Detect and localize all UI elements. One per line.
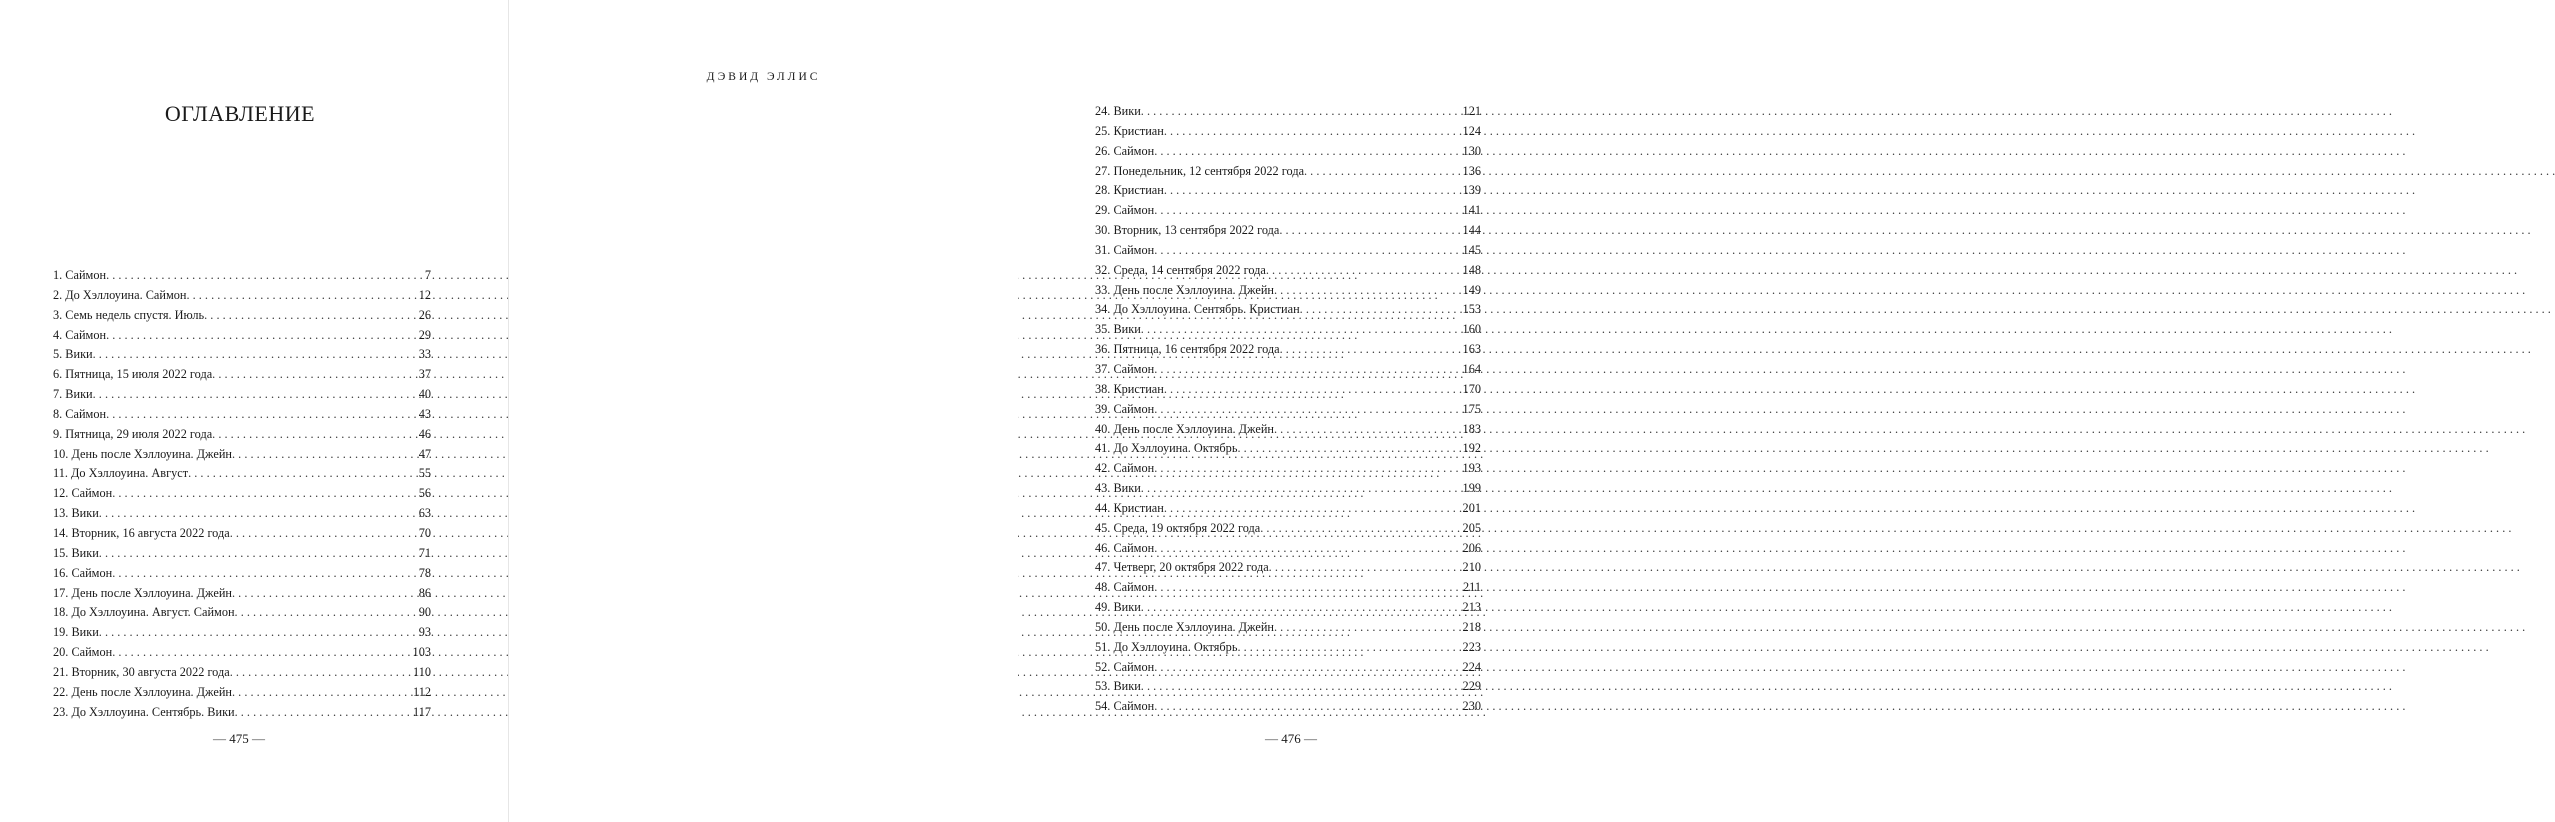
dot-leader: [1154, 243, 1461, 258]
toc-entry-page: 164: [1462, 361, 1481, 376]
toc-entry-page: 224: [1462, 659, 1481, 674]
toc-entry: [1095, 560, 1481, 580]
dot-leader: [235, 605, 418, 620]
toc-entry: [1095, 541, 1481, 561]
dot-leader: [106, 328, 418, 343]
toc-entry: [1095, 223, 1481, 243]
toc-entry-page: 211: [1463, 580, 1481, 595]
toc-entry-title: 14. Вторник, 16 августа 2022 года: [53, 525, 230, 540]
toc-entry-title: 17. День после Хэллоуина. Джейн: [53, 585, 233, 600]
dot-leader: [204, 308, 418, 323]
dot-leader: [188, 466, 418, 481]
running-head-author: ДЭВИД ЭЛЛИС: [706, 71, 821, 83]
toc-entry-page: 26: [418, 307, 431, 322]
toc-entry-title: 49. Вики: [1095, 600, 1141, 615]
toc-entry: [1095, 521, 1481, 541]
toc-entry-title: 6. Пятница, 15 июля 2022 года: [53, 367, 213, 382]
toc-entry-title: 19. Вики: [53, 625, 99, 640]
dot-leader: [1164, 183, 1462, 198]
dot-leader: [1141, 679, 1462, 694]
toc-entry-page: 229: [1462, 679, 1481, 694]
toc-entry-page: 205: [1462, 520, 1481, 535]
right-page: [509, 0, 1481, 822]
toc-entry-page: 136: [1462, 163, 1481, 178]
dot-leader: [112, 486, 418, 501]
dot-leader: [99, 506, 418, 521]
toc-entry: [1095, 104, 1481, 124]
toc-entry: [1095, 441, 1481, 461]
toc-entry-page: 145: [1462, 242, 1481, 257]
dot-leader: [1164, 501, 1462, 516]
dot-leader: [230, 526, 418, 541]
dot-leader: [1274, 620, 1462, 635]
toc-entry-page: 193: [1462, 461, 1481, 476]
dot-leader: [112, 645, 411, 660]
toc-entry-title: 23. До Хэллоуина. Сентябрь. Вики: [53, 704, 235, 719]
toc-entry-title: 42. Саймон: [1095, 461, 1155, 476]
toc-entry: [1095, 382, 1481, 402]
dot-leader: [112, 566, 418, 581]
toc-entry: [53, 705, 431, 725]
toc-entry: [53, 427, 431, 447]
toc-entry-title: 37. Саймон: [1095, 361, 1155, 376]
toc-entry-page: 47: [418, 446, 431, 461]
toc-entry-title: 11. До Хэллоуина. Август: [53, 466, 189, 481]
toc-entry-title: 48. Саймон: [1095, 580, 1155, 595]
toc-entry-title: 43. Вики: [1095, 481, 1141, 496]
toc-entry-title: 18. До Хэллоуина. Август. Саймон: [53, 605, 235, 620]
toc-entry-page: 210: [1462, 560, 1481, 575]
toc-entry-title: 12. Саймон: [53, 486, 113, 501]
toc-entry: [53, 268, 431, 288]
toc-entry: [1095, 461, 1481, 481]
toc-entry: [53, 665, 431, 685]
toc-entry: [1095, 362, 1481, 382]
toc-entry-page: 56: [418, 486, 431, 501]
toc-entry: [1095, 183, 1481, 203]
toc-entry-title: 28. Кристиан: [1095, 183, 1164, 198]
toc-entry: [53, 466, 431, 486]
toc-entry-title: 7. Вики: [53, 387, 93, 402]
toc-entry: [53, 407, 431, 427]
dot-leader: [230, 665, 412, 680]
toc-entry-title: 2. До Хэллоуина. Саймон: [53, 287, 187, 302]
dot-leader: [1280, 342, 1462, 357]
toc-entry: [1095, 660, 1481, 680]
toc-entry-page: 90: [418, 605, 431, 620]
toc-entry: [1095, 124, 1481, 144]
toc-entry: [1095, 263, 1481, 283]
toc-entry: [1095, 243, 1481, 263]
dot-leader: [232, 685, 412, 700]
toc-entry-title: 22. День после Хэллоуина. Джейн: [53, 684, 233, 699]
dot-leader: [1154, 144, 1461, 159]
dot-leader: [1164, 382, 1462, 397]
toc-entry: [53, 526, 431, 546]
toc-entry-page: 175: [1462, 401, 1481, 416]
dot-leader: [1154, 461, 1461, 476]
toc-entry-page: 199: [1462, 481, 1481, 496]
toc-entry-title: 10. День после Хэллоуина. Джейн: [53, 446, 233, 461]
dot-leader: [1154, 660, 1461, 675]
toc-entry-title: 15. Вики: [53, 545, 99, 560]
toc-entry: [53, 605, 431, 625]
toc-entry: [1095, 501, 1481, 521]
toc-entry-title: 40. День после Хэллоуина. Джейн: [1095, 421, 1275, 436]
toc-entry-page: 139: [1462, 183, 1481, 198]
toc-entry: [1095, 283, 1481, 303]
dot-leader: [1269, 560, 1462, 575]
toc-entry-title: 8. Саймон: [53, 406, 107, 421]
toc-list-left: [53, 268, 431, 724]
toc-entry: [53, 625, 431, 645]
toc-entry: [1095, 164, 1481, 184]
toc-entry: [1095, 679, 1481, 699]
dot-leader: [186, 288, 417, 303]
toc-entry-page: 130: [1462, 143, 1481, 158]
toc-entry-title: 44. Кристиан: [1095, 500, 1164, 515]
dot-leader: [232, 447, 418, 462]
toc-entry-title: 1. Саймон: [53, 268, 107, 282]
toc-entry-page: 29: [418, 327, 431, 342]
toc-entry: [53, 447, 431, 467]
dot-leader: [1260, 521, 1461, 536]
toc-entry-title: 36. Пятница, 16 сентября 2022 года: [1095, 342, 1280, 357]
toc-entry-title: 45. Среда, 19 октября 2022 года: [1095, 520, 1261, 535]
page-number-value: 476: [1281, 731, 1301, 746]
toc-entry-page: 153: [1462, 302, 1481, 317]
toc-entry: [1095, 620, 1481, 640]
page-number-value: 475: [229, 731, 249, 746]
toc-entry-page: 112: [413, 684, 431, 699]
toc-entry: [1095, 481, 1481, 501]
dot-leader: [1154, 362, 1461, 377]
toc-entry: [1095, 580, 1481, 600]
toc-entry-title: 54. Саймон: [1095, 699, 1155, 714]
toc-entry-page: 206: [1462, 540, 1481, 555]
toc-entry-title: 4. Саймон: [53, 327, 107, 342]
toc-entry-title: 24. Вики: [1095, 104, 1141, 118]
toc-entry: [53, 586, 431, 606]
dot-leader: [235, 705, 412, 720]
toc-entry: [53, 347, 431, 367]
toc-entry-title: 9. Пятница, 29 июля 2022 года: [53, 426, 213, 441]
toc-entry-page: 86: [418, 585, 431, 600]
toc-heading: ОГЛАВЛЕНИЕ: [164, 101, 316, 126]
toc-entry: [1095, 402, 1481, 422]
toc-entry: [53, 367, 431, 387]
dot-leader: [106, 268, 424, 283]
folio-dash: —: [1265, 731, 1278, 746]
toc-entry: [53, 566, 431, 586]
toc-entry-page: 70: [418, 525, 431, 540]
toc-entry-title: 25. Кристиан: [1095, 123, 1164, 138]
toc-entry-page: 213: [1462, 600, 1481, 615]
toc-entry-page: 43: [418, 406, 431, 421]
toc-entry-title: 51. До Хэллоуина. Октябрь: [1095, 639, 1238, 654]
dot-leader: [1300, 302, 1462, 317]
dot-leader: [1154, 699, 1461, 714]
toc-entry: [1095, 600, 1481, 620]
toc-entry-title: 3. Семь недель спустя. Июль: [53, 307, 205, 322]
toc-entry-title: 33. День после Хэллоуина. Джейн: [1095, 282, 1275, 297]
dot-leader: [1141, 481, 1462, 496]
toc-entry-title: 41. До Хэллоуина. Октябрь: [1095, 441, 1238, 456]
dot-leader: [99, 546, 418, 561]
toc-entry-page: 148: [1462, 262, 1481, 277]
toc-entry: [1095, 342, 1481, 362]
dot-leader: [99, 625, 418, 640]
toc-entry: [1095, 699, 1481, 719]
folio-dash: —: [252, 731, 265, 746]
toc-entry-title: 30. Вторник, 13 сентября 2022 года: [1095, 223, 1280, 238]
toc-entry: [1095, 302, 1481, 322]
toc-entry-title: 5. Вики: [53, 347, 93, 362]
toc-list-right: [1095, 104, 1481, 719]
folio-dash: —: [1304, 731, 1317, 746]
toc-entry-page: 163: [1462, 342, 1481, 357]
toc-entry: [1095, 144, 1481, 164]
toc-entry: [53, 685, 431, 705]
toc-entry-page: 170: [1462, 381, 1481, 396]
toc-entry: [1095, 322, 1481, 342]
toc-entry-page: 12: [418, 287, 431, 302]
page-number-right: [1254, 731, 1328, 747]
toc-entry-page: 71: [418, 545, 431, 560]
toc-entry-title: 21. Вторник, 30 августа 2022 года: [53, 664, 230, 679]
dot-leader: [1274, 422, 1462, 437]
toc-entry: [53, 506, 431, 526]
toc-entry-page: 121: [1462, 104, 1481, 118]
toc-entry-title: 31. Саймон: [1095, 242, 1155, 257]
toc-entry-page: 144: [1462, 223, 1481, 238]
dot-leader: [1154, 541, 1461, 556]
dot-leader: [93, 387, 418, 402]
toc-entry-page: 40: [418, 387, 431, 402]
toc-entry-page: 55: [418, 466, 431, 481]
dot-leader: [1279, 223, 1461, 238]
dot-leader: [1237, 441, 1461, 456]
toc-entry: [1095, 203, 1481, 223]
dot-leader: [106, 407, 418, 422]
toc-entry-title: 34. До Хэллоуина. Сентябрь. Кристиан: [1095, 302, 1300, 317]
toc-entry-page: 110: [413, 664, 431, 679]
page-number-left: [202, 731, 276, 747]
toc-entry: [53, 387, 431, 407]
toc-entry-title: 26. Саймон: [1095, 143, 1155, 158]
dot-leader: [1237, 640, 1461, 655]
toc-entry-page: 223: [1462, 639, 1481, 654]
dot-leader: [1304, 164, 1462, 179]
toc-entry: [53, 645, 431, 665]
toc-entry: [53, 288, 431, 308]
toc-entry-title: 52. Саймон: [1095, 659, 1155, 674]
dot-leader: [1141, 600, 1462, 615]
toc-entry-page: 117: [413, 704, 431, 719]
toc-entry-title: 50. День после Хэллоуина. Джейн: [1095, 619, 1275, 634]
toc-entry-page: 149: [1462, 282, 1481, 297]
toc-entry-page: 33: [418, 347, 431, 362]
toc-entry-page: 124: [1462, 123, 1481, 138]
toc-entry-page: 141: [1462, 203, 1481, 218]
toc-entry-title: 32. Среда, 14 сентября 2022 года: [1095, 262, 1266, 277]
dot-leader: [1141, 322, 1462, 337]
toc-entry-page: 63: [418, 506, 431, 521]
toc-entry-title: 38. Кристиан: [1095, 381, 1164, 396]
dot-leader: [1266, 263, 1462, 278]
toc-entry-page: 160: [1462, 322, 1481, 337]
dot-leader: [1154, 203, 1461, 218]
toc-entry-title: 39. Саймон: [1095, 401, 1155, 416]
toc-entry-page: 7: [424, 268, 431, 282]
toc-entry: [53, 546, 431, 566]
toc-entry-page: 78: [418, 565, 431, 580]
dot-leader: [212, 367, 418, 382]
toc-entry-title: 53. Вики: [1095, 679, 1141, 694]
toc-entry-title: 47. Четверг, 20 октября 2022 года: [1095, 560, 1269, 575]
left-page: [0, 0, 509, 822]
toc-entry-title: 35. Вики: [1095, 322, 1141, 337]
toc-entry: [1095, 422, 1481, 442]
toc-entry: [53, 328, 431, 348]
dot-leader: [1154, 402, 1461, 417]
toc-entry-page: 230: [1462, 699, 1481, 714]
toc-entry-title: 20. Саймон: [53, 645, 113, 660]
dot-leader: [93, 347, 418, 362]
dot-leader: [1274, 283, 1462, 298]
dot-leader: [212, 427, 418, 442]
toc-entry: [53, 486, 431, 506]
toc-entry-page: 93: [418, 625, 431, 640]
toc-entry-title: 46. Саймон: [1095, 540, 1155, 555]
toc-entry-page: 37: [418, 367, 431, 382]
toc-entry-page: 201: [1462, 500, 1481, 515]
toc-entry: [53, 308, 431, 328]
toc-entry-page: 183: [1462, 421, 1481, 436]
dot-leader: [1141, 104, 1462, 119]
dot-leader: [1154, 580, 1462, 595]
toc-entry-title: 29. Саймон: [1095, 203, 1155, 218]
toc-entry-title: 27. Понедельник, 12 сентября 2022 года: [1095, 163, 1305, 178]
toc-entry-page: 103: [412, 645, 431, 660]
dot-leader: [1164, 124, 1462, 139]
toc-entry-title: 13. Вики: [53, 506, 99, 521]
toc-entry-title: 16. Саймон: [53, 565, 113, 580]
toc-entry-page: 192: [1462, 441, 1481, 456]
toc-entry-page: 46: [418, 426, 431, 441]
folio-dash: —: [213, 731, 226, 746]
dot-leader: [232, 586, 418, 601]
toc-entry: [1095, 640, 1481, 660]
toc-entry-page: 218: [1462, 619, 1481, 634]
